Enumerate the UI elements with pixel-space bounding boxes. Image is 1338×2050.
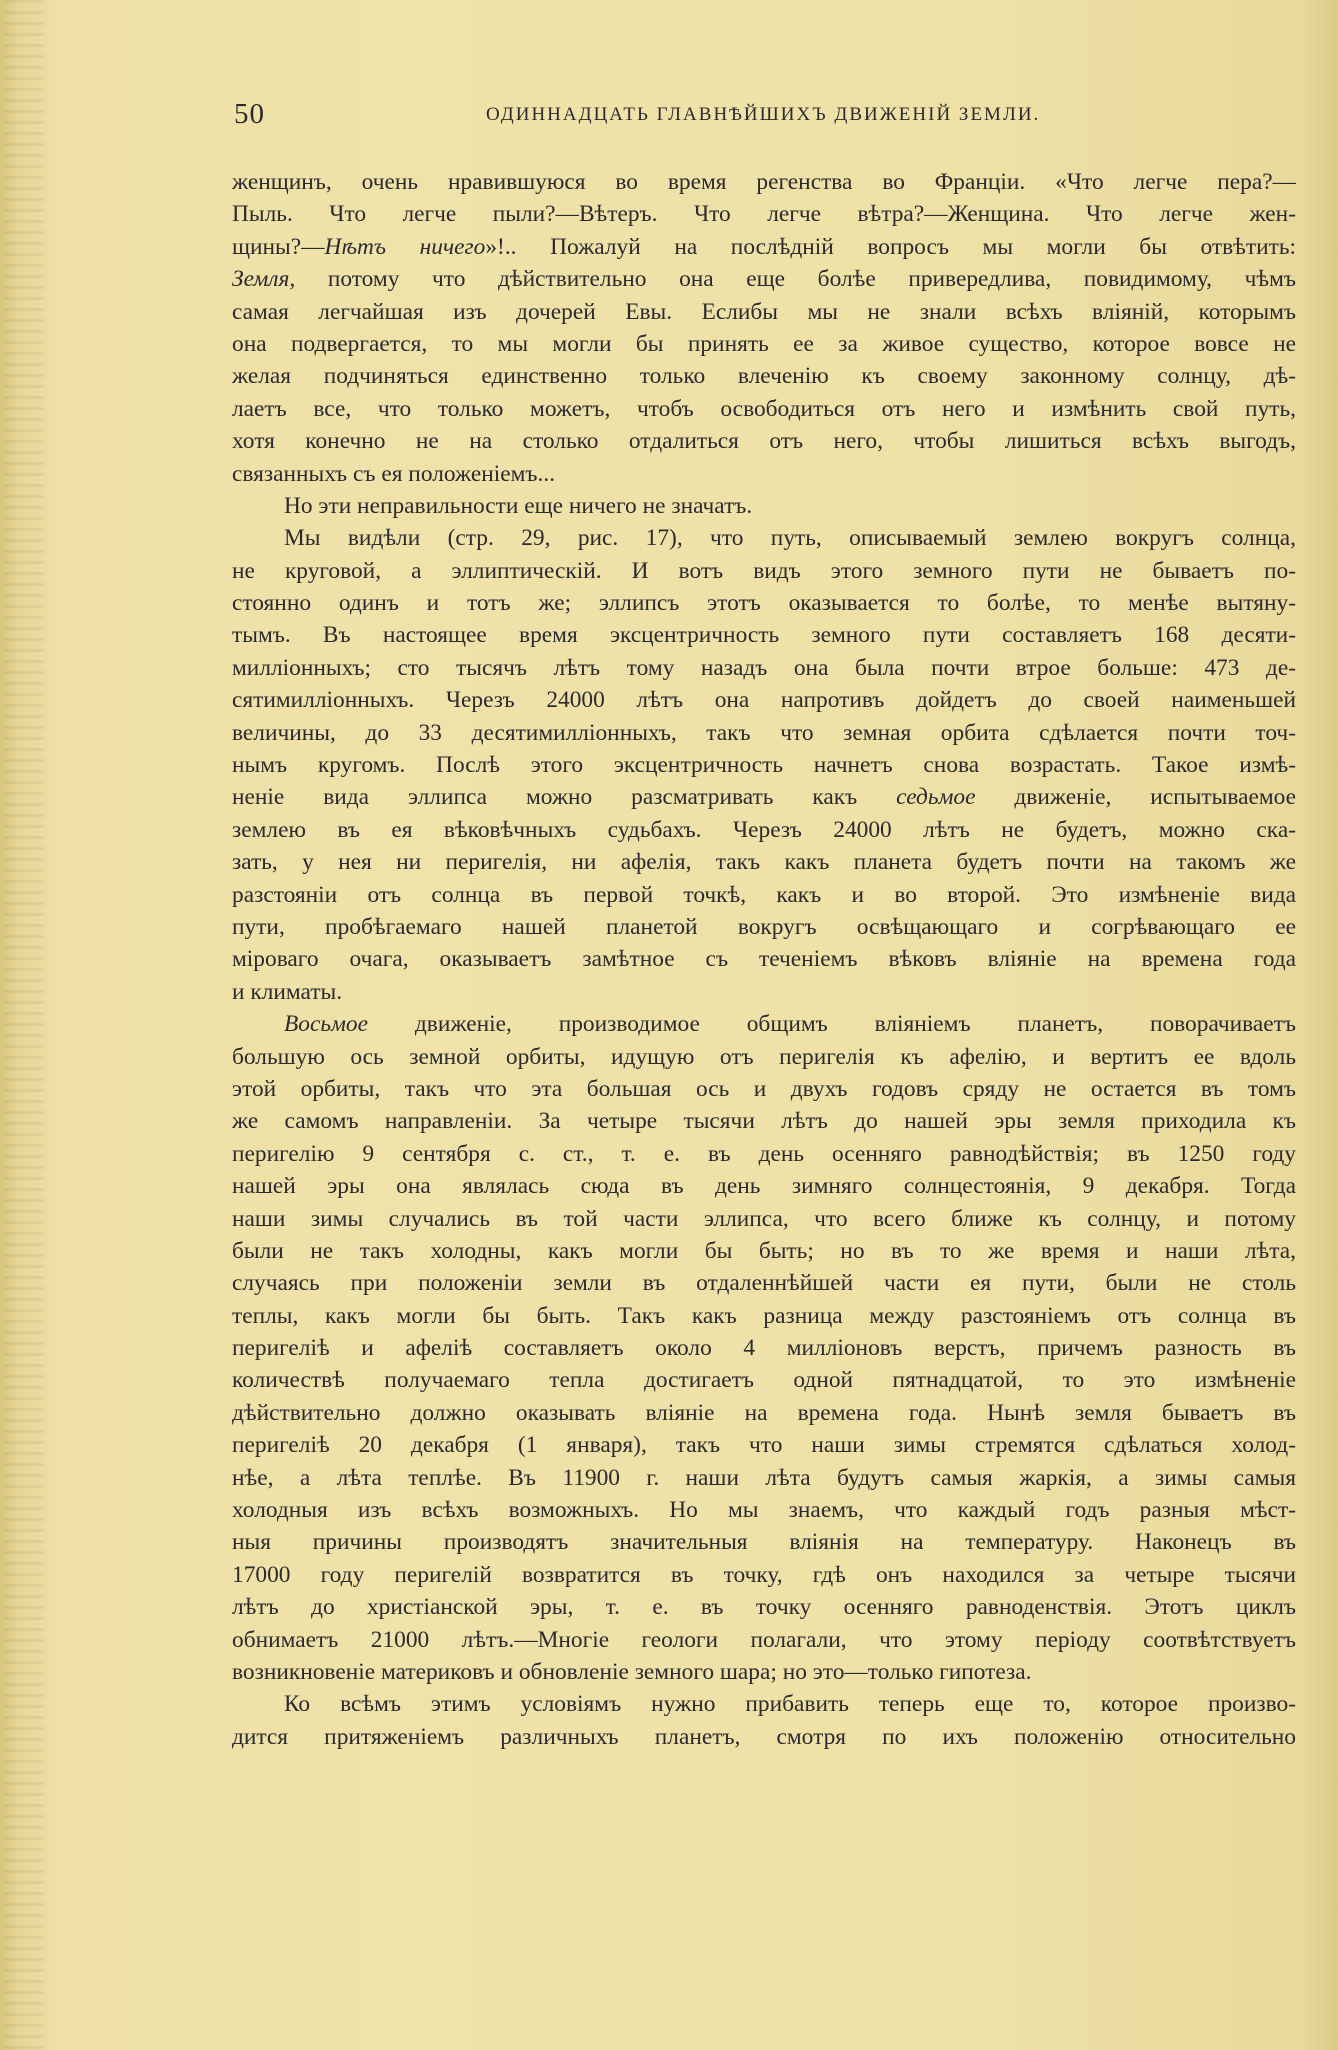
text-line: лѣтъ до христіанской эры, т. е. въ точку осенняго равноденствія. Этотъ циклъ xyxy=(232,1594,1296,1621)
text-line xyxy=(232,1008,1296,1040)
text-line: связанныхъ съ ея положеніемъ... xyxy=(232,460,556,487)
text-line: же самомъ направленіи. За четыре тысячи лѣтъ до нашей эры земля приходила къ xyxy=(232,1108,1296,1135)
text-line: были не такъ холодны, какъ могли бы быть; но въ то же время и наши лѣта, xyxy=(232,1237,1296,1264)
text-line: возникновеніе материковъ и обновленіе земного шара; но это—только гипотеза. xyxy=(232,1658,1032,1685)
text-line: большую ось земной орбиты, идущую отъ перигелія къ афелію, и вертитъ ее вдоль xyxy=(232,1043,1296,1070)
text-line: нѣе, а лѣта теплѣе. Въ 11900 г. наши лѣта будутъ самыя жаркія, а зимы самыя xyxy=(232,1464,1296,1491)
text-line: перигелію 9 сентября с. ст., т. е. въ день осенняго равнодѣйствія; въ 1250 году xyxy=(232,1140,1296,1167)
text-line: перигеліѣ 20 декабря (1 января), такъ что наши зимы стремятся сдѣлаться холод- xyxy=(232,1432,1296,1459)
text-line: лаетъ все, что только можетъ, чтобъ освободиться отъ него и измѣнить свой путь, xyxy=(232,395,1296,422)
text-line: не круговой, а эллиптическій. И вотъ видъ этого земного пути не бываетъ по- xyxy=(232,557,1296,584)
text-line: землею въ ея вѣковѣчныхъ судьбахъ. Черезъ 24000 лѣтъ не будетъ, можно ска- xyxy=(232,816,1296,843)
body-text xyxy=(232,166,1296,1996)
text-line: дѣйствительно должно оказывать вліяніе на времена года. Нынѣ земля бываетъ въ xyxy=(232,1399,1296,1426)
text-line: наши зимы случались въ той части эллипса, что всего ближе къ солнцу, и потому xyxy=(232,1205,1296,1232)
text-line: пути, пробѣгаемаго нашей планетой вокругъ освѣщающаго и согрѣвающаго ее xyxy=(232,913,1296,940)
text-line: дится притяженіемъ различныхъ планетъ, смотря по ихъ положенію относительно xyxy=(232,1723,1296,1750)
text-line: зать, у нея ни перигелія, ни афелія, такъ какъ планета будетъ почти на такомъ же xyxy=(232,849,1296,876)
italic-word: Земля, xyxy=(232,266,296,293)
text-line: стоянно одинъ и тотъ же; эллипсъ этотъ оказывается то болѣе, то менѣе вытяну- xyxy=(232,590,1296,617)
text-line: она подвергается, то мы могли бы принять ее за живое существо, которое вовсе не xyxy=(232,330,1296,357)
text-line: обнимаетъ 21000 лѣтъ.—Многіе геологи полагали, что этому періоду соотвѣтствуетъ xyxy=(232,1626,1296,1653)
text-line: нашей эры она являлась сюда въ день зимняго солнцестоянія, 9 декабря. Тогда xyxy=(232,1173,1296,1200)
text-line: 17000 году перигелій возвратится въ точку, гдѣ онъ находился за четыре тысячи xyxy=(232,1561,1296,1588)
running-title: ОДИННАДЦАТЬ ГЛАВНѢЙШИХЪ ДВИЖЕНІЙ ЗЕМЛИ. xyxy=(486,104,1041,125)
text-line: тымъ. Въ настоящее время эксцентричность земного пути составляетъ 168 десяти- xyxy=(232,622,1296,649)
text-line: Мы видѣли (стр. 29, рис. 17), что путь, описываемый землею вокругъ солнца, xyxy=(284,525,1296,552)
text-line: нымъ кругомъ. Послѣ этого эксцентричность начнетъ снова возрастать. Такое измѣ- xyxy=(232,752,1296,779)
page-header xyxy=(234,98,1298,138)
text-line: хотя конечно не на столько отдалиться отъ него, чтобы лишиться всѣхъ выгодъ, xyxy=(232,428,1296,455)
text-run: щины?— xyxy=(232,233,325,260)
text-line: сятимилліонныхъ. Черезъ 24000 лѣтъ она напротивъ дойдетъ до своей наименьшей xyxy=(232,687,1296,714)
text-run: движеніе, испытываемое xyxy=(975,784,1296,811)
text-run: движеніе, производимое общимъ вліяніемъ планетъ, поворачиваетъ xyxy=(368,1011,1296,1038)
italic-word: седьмое xyxy=(896,784,976,811)
text-line xyxy=(232,263,1296,295)
text-run: »!.. Пожалуй на послѣдній вопросъ мы могли бы отвѣтить: xyxy=(485,233,1296,260)
text-line: Но эти неправильности еще ничего не значатъ. xyxy=(284,492,753,519)
italic-word: Нѣтъ ничего xyxy=(324,233,486,260)
text-line: случаясь при положеніи земли въ отдаленнѣйшей части ея пути, были не столь xyxy=(232,1270,1296,1297)
text-line xyxy=(232,231,1296,263)
text-line: милліонныхъ; сто тысячъ лѣтъ тому назадъ она была почти втрое больше: 473 де- xyxy=(232,654,1296,681)
text-line xyxy=(232,781,1296,813)
text-line: ныя причины производятъ значительныя вліянія на температуру. Наконецъ въ xyxy=(232,1529,1296,1556)
text-line: количествѣ получаемаго тепла достигаетъ одной пятнадцатой, то это измѣненіе xyxy=(232,1367,1296,1394)
text-line: желая подчиняться единственно только влеченію къ своему законному солнцу, дѣ- xyxy=(232,363,1296,390)
text-line: самая легчайшая изъ дочерей Евы. Еслибы мы не знали всѣхъ вліяній, которымъ xyxy=(232,298,1296,325)
page-number: 50 xyxy=(234,98,265,130)
text-line: Пыль. Что легче пыли?—Вѣтеръ. Что легче вѣтра?—Женщина. Что легче жен- xyxy=(232,201,1296,228)
text-line: теплы, какъ могли бы быть. Такъ какъ разница между разстояніемъ отъ солнца въ xyxy=(232,1302,1296,1329)
italic-word: Восьмое xyxy=(284,1011,369,1038)
text-line: перигеліѣ и афеліѣ составляетъ около 4 милліоновъ верстъ, причемъ разность въ xyxy=(232,1335,1296,1362)
text-line: разстояніи отъ солнца въ первой точкѣ, какъ и во второй. Это измѣненіе вида xyxy=(232,881,1296,908)
text-run: потому что дѣйствительно она еще болѣе привередлива, повидимому, чѣмъ xyxy=(295,266,1296,293)
text-line: величины, до 33 десятимилліонныхъ, такъ что земная орбита сдѣлается почти точ- xyxy=(232,719,1296,746)
text-line: и климаты. xyxy=(232,978,343,1005)
text-line: міроваго очага, оказываетъ замѣтное съ теченіемъ вѣковъ вліяніе на времена года xyxy=(232,946,1296,973)
binding-edge xyxy=(4,0,44,2050)
text-line: женщинъ, очень нравившуюся во время регенства во Франціи. «Что легче пера?— xyxy=(232,169,1296,195)
text-run: неніе вида эллипса можно разсматривать какъ xyxy=(232,784,897,811)
text-line: Ко всѣмъ этимъ условіямъ нужно прибавить теперь еще то, которое произво- xyxy=(284,1691,1296,1718)
text-line: холодныя изъ всѣхъ возможныхъ. Но мы знаемъ, что каждый годъ разныя мѣст- xyxy=(232,1497,1296,1524)
text-line: этой орбиты, такъ что эта большая ось и двухъ годовъ сряду не остается въ томъ xyxy=(232,1075,1296,1102)
